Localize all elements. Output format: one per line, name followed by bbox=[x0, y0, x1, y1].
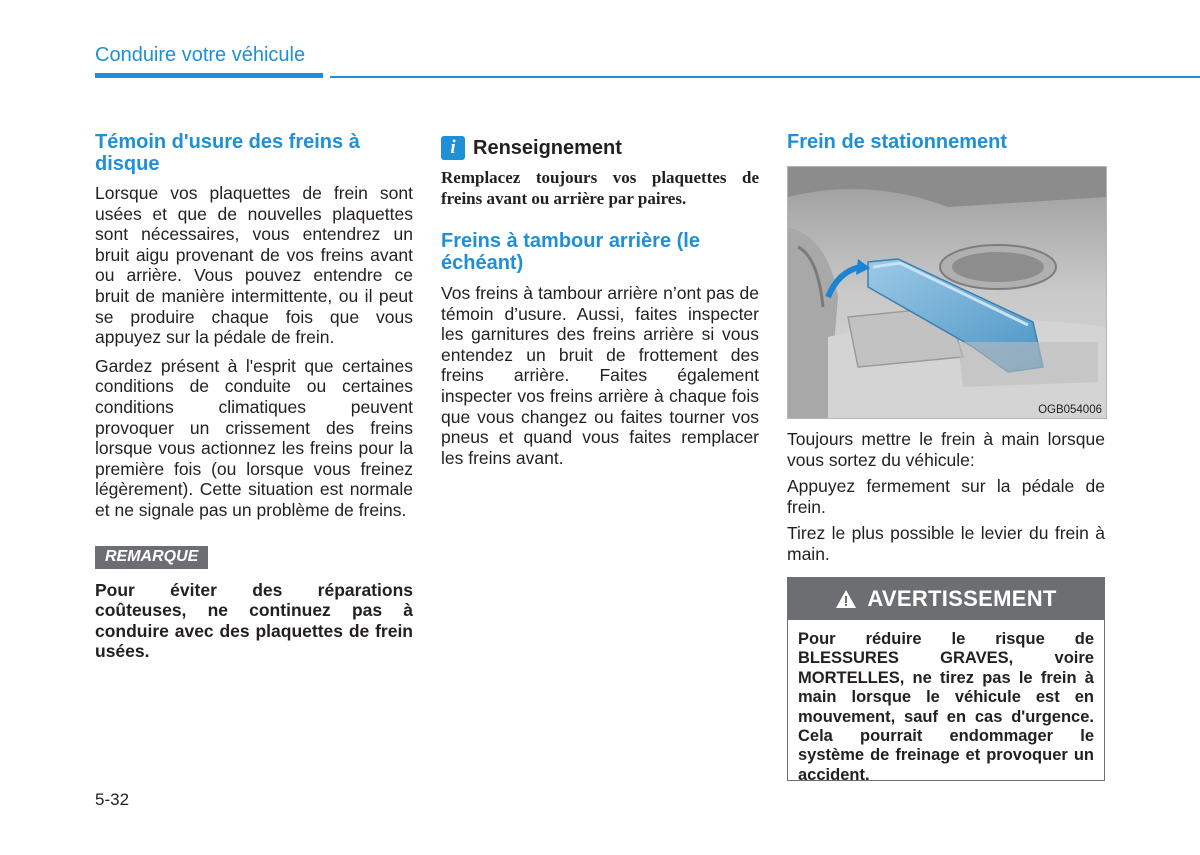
remarque-text: Pour éviter des réparations coûteuses, ne continuez pas à conduire avec des plaquettes de frein usées. bbox=[95, 579, 413, 662]
column-3-header bbox=[787, 131, 1105, 153]
header-rule-thin bbox=[330, 76, 1200, 78]
warning-header bbox=[788, 578, 1104, 620]
section-heading-drum-brakes: Freins à tambour arrière (le échéant) bbox=[441, 230, 700, 274]
column-1 bbox=[95, 131, 413, 662]
paragraph-parking-2: Appuyez fermement sur la pédale de frein. bbox=[787, 476, 1105, 517]
section-heading-parking-brake: Frein de stationnement bbox=[787, 131, 1008, 153]
warning-triangle-icon bbox=[835, 589, 857, 609]
parking-brake-drawing bbox=[788, 167, 1106, 418]
warning-text: Pour réduire le risque de BLESSURES GRAVES, voire MORTELLES, ne tirez pas le frein à main lorsque le véhicule est en mouvement, sauf en cas d'urgence. Cela pourrait endommager le système de freinage et provoquer un accident. bbox=[798, 630, 1094, 784]
parking-brake-illustration bbox=[787, 166, 1107, 419]
header-rule-thick bbox=[95, 73, 323, 78]
page-header-title: Conduire votre véhicule bbox=[95, 44, 306, 66]
info-text: Remplacez toujours vos plaquettes de freins avant ou arrière par paires. bbox=[441, 168, 759, 208]
warning-box bbox=[787, 577, 1105, 784]
info-icon: i bbox=[441, 136, 465, 160]
column-3-body bbox=[787, 429, 1105, 565]
figure-code: OGB054006 bbox=[1038, 404, 1102, 416]
info-header bbox=[441, 136, 759, 160]
paragraph-drum-brakes: Vos freins à tambour arrière n’ont pas de témoin d’usure. Aussi, faites inspecter les garnitures des freins arrière si vous entendez un bruit de frottement des freins arrière. Faites également inspecter vos freins arrière à chaque fois que vous changez ou faites tourner vos pneus et quand vous faites remplacer les freins avant. bbox=[441, 283, 759, 468]
paragraph-disc-wear-2: Gardez présent à l'esprit que certaines conditions de conduite ou certaines conditions climatiques peuvent provoquer un crissement des freins lorsque vous actionnez les freins pour la première fois (ou lorsque vous freinez légèrement). Cette situation est normale et ne signale pas un problème de freins. bbox=[95, 355, 413, 520]
paragraph-disc-wear-1: Lorsque vos plaquettes de frein sont usées et que de nouvelles plaquettes sont nécessaires, vous entendrez un bruit aigu provenant de vos freins avant ou arrière. Vous pouvez entendre ce bruit de manière intermittente, ou il peut se produire chaque fois que vous appuyez sur la pédale de frein. bbox=[95, 183, 413, 348]
info-title: Renseignement bbox=[473, 136, 622, 159]
warning-title: AVERTISSEMENT bbox=[867, 586, 1057, 611]
column-2 bbox=[441, 136, 759, 468]
page-number: 5-32 bbox=[95, 790, 130, 809]
remarque-label: REMARQUE bbox=[95, 546, 208, 569]
section-heading-disc-wear: Témoin d'usure des freins à disque bbox=[95, 131, 360, 175]
paragraph-parking-3: Tirez le plus possible le levier du frein à main. bbox=[787, 523, 1105, 564]
paragraph-parking-1: Toujours mettre le frein à main lorsque vous sortez du véhicule: bbox=[787, 429, 1105, 470]
